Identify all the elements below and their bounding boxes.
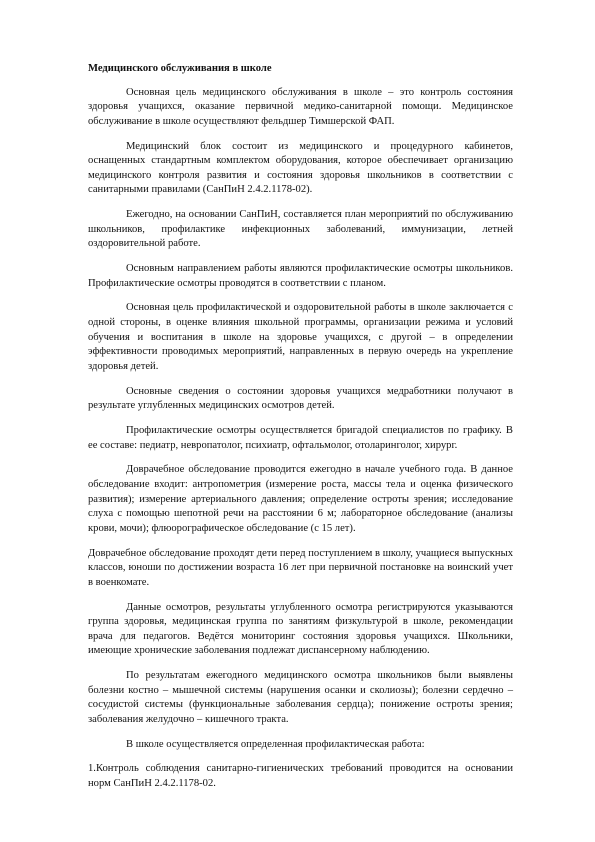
paragraph-health-info: Основные сведения о состоянии здоровья учащихся медработники получают в результате углубленных медицинских осмотров детей. xyxy=(88,385,513,412)
paragraph-main-direction: Основным направлением работы являются профилактические осмотры школьников. Профилактические осмотры проводятся в соответствии с планом. xyxy=(88,263,513,289)
paragraph-exam-participants: Доврачебное обследование проходят дети перед поступлением в школу, учащиеся выпускных классов, юноши по достижении возраста 16 лет при первичной постановке на воинский учет в военкомате. xyxy=(88,547,513,588)
paragraph-medical-unit: Медицинский блок состоит из медицинского и процедурного кабинетов, оснащенных стандартным комплектом оборудования, которое обеспечивает организацию медицинского контроля развития и состояния здоровья школьников в соответствии с санитарными правилами (СанПиН 2.4.2.1178-02). xyxy=(88,140,513,196)
paragraph-exam-results: Данные осмотров, результаты углубленного осмотра регистрируются указываются группа здоровья, медицинская группа по занятиям физкультурой в школе, рекомендации врача для педагогов. Ведётся мониторинг состояния здоровья учащихся. Школьники, имеющие хронические заболевания подлежат диспансерному наблюдению. xyxy=(88,601,513,657)
paragraph-specialists: Профилактические осмотры осуществляется бригадой специалистов по графику. В ее составе: педиатр, невропатолог, психиатр, офтальмолог, отоларинголог, хирург. xyxy=(88,425,513,451)
document-title: Медицинского обслуживания в школе xyxy=(88,63,272,74)
paragraph-prevention-goal: Основная цель профилактической и оздоровительной работы в школе заключается с одной стороны, в оценке влияния школьной программы, организации режима и условий обучения и воспитания в школе на здоровье учащихся, с другой – в определении эффективности проводимых мероприятий, направленных в первую очередь на укрепление здоровья детей. xyxy=(88,302,513,372)
paragraph-purpose: Основная цель медицинского обслуживания в школе – это контроль состояния здоровья учащихся, оказание первичной медико-санитарной помощи. Медицинское обслуживание в школе осуществляют фельдшер Тимшерской ФАП. xyxy=(88,86,513,127)
paragraph-diseases: По результатам ежегодного медицинского осмотра школьников были выявлены болезни костно – мышечной системы (нарушения осанки и сколиозы); болезни сердечно – сосудистой системы (функциональные заболевания сердца); понижение остроты зрения; заболевания желудочно – кишечного тракта. xyxy=(88,670,513,725)
paragraph-pre-medical-exam: Доврачебное обследование проводится ежегодно в начале учебного года. В данное обследование входит: антропометрия (измерение роста, массы тела и оценка физического развития); измерение артериального давления; определение остроты зрения; исследование слуха с помощью шепотной речи на расстоянии 6 м; лабораторное обследование (анализы крови, мочи); флюорографическое обследование (с 15 лет). xyxy=(88,464,513,534)
paragraph-annual-plan: Ежегодно, на основании СанПиН, составляется план мероприятий по обслуживанию школьников, профилактике инфекционных заболеваний, иммунизации, летней оздоровительной работе. xyxy=(88,209,513,250)
paragraph-sanitary-control: 1.Контроль соблюдения санитарно-гигиенических требований проводится на основании норм СанПиН 2.4.2.1178-02. xyxy=(88,763,513,789)
paragraph-preventive-work: В школе осуществляется определенная профилактическая работа: xyxy=(126,738,425,750)
